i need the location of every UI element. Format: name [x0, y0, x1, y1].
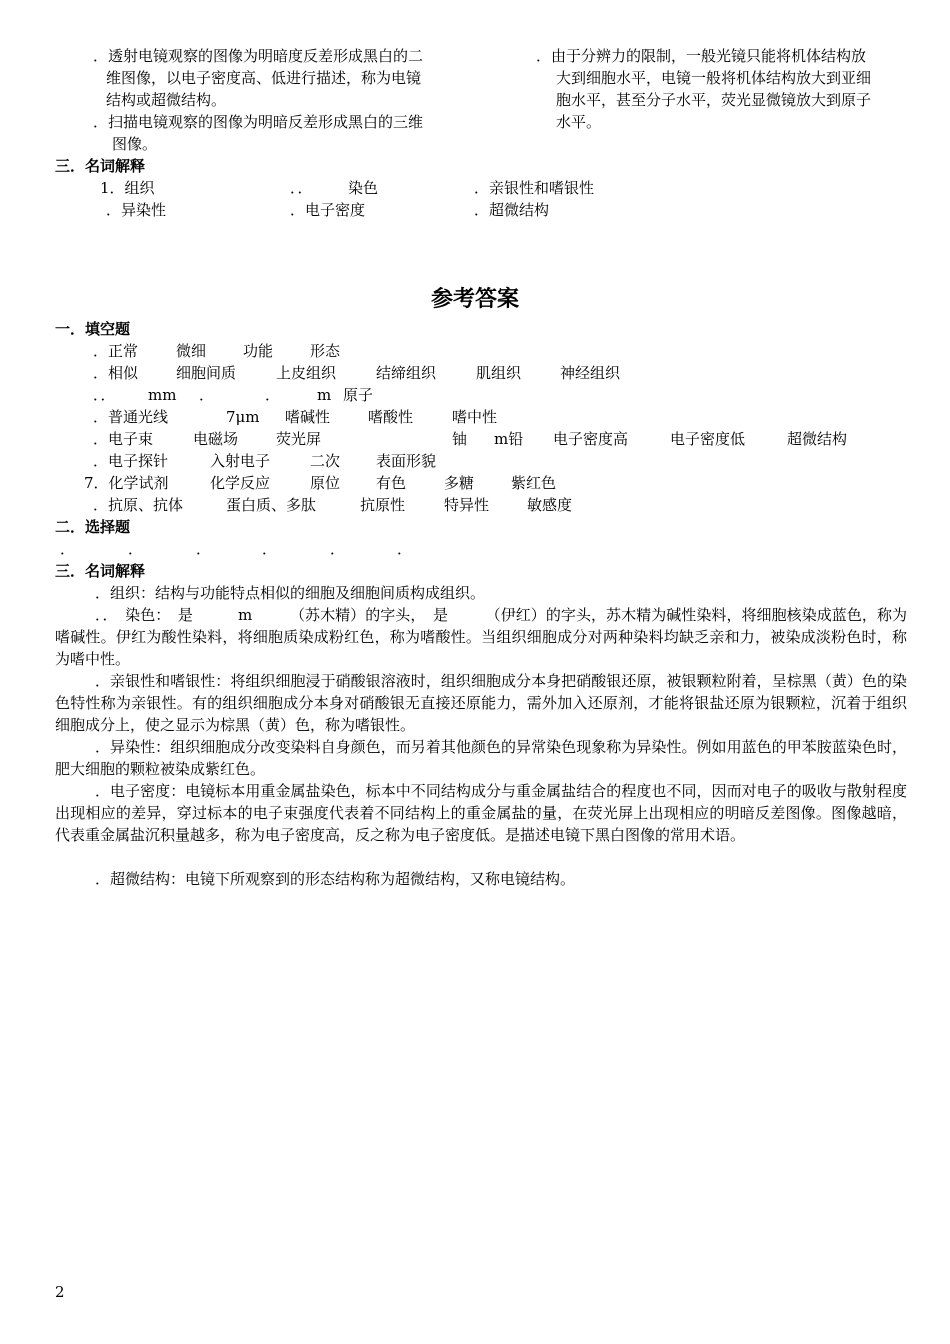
text-line: ．透射电镜观察的图像为明暗度反差形成黑白的二	[93, 47, 424, 65]
answer-cell: 嗜碱性	[285, 408, 331, 426]
choice-answer: ．	[196, 540, 212, 558]
answer-cell: ．	[199, 386, 215, 404]
text-line: 胞水平，甚至分子水平，荧光显微镜放大到原子	[556, 91, 872, 109]
answer-cell: 上皮组织	[276, 364, 337, 382]
answer-cell: 电子密度高	[553, 430, 629, 448]
choice-answer: ．	[128, 540, 144, 558]
text-line: ．由于分辨力的限制，一般光镜只能将机体结构放	[536, 47, 867, 65]
answer-cell: 形态	[310, 342, 341, 360]
text-line: 水平。	[556, 113, 602, 131]
answer-cell: 化学反应	[210, 474, 271, 492]
answer-cell: 蛋白质、多肽	[226, 496, 317, 514]
answer-cell: 超微结构	[787, 430, 848, 448]
choice-answer: ．	[330, 540, 346, 558]
choice-answer: ．	[60, 540, 76, 558]
answer-cell: ．电子束	[93, 430, 154, 448]
answer-cell: 紫红色	[511, 474, 557, 492]
section-heading-choice: 二．选择题	[55, 518, 131, 536]
choice-answers-row	[0, 538, 950, 560]
section-heading-fill: 一．填空题	[55, 320, 131, 338]
answer-cell: 表面形貌	[376, 452, 437, 470]
answer-cell: 嗜中性	[452, 408, 498, 426]
term-item: ．亲银性和嗜银性	[474, 179, 595, 197]
answer-cell: 二次	[310, 452, 341, 470]
answer-cell: 抗原性	[360, 496, 406, 514]
answer-cell: 嗜酸性	[368, 408, 414, 426]
answer-cell: 特异性	[444, 496, 490, 514]
answer-cell: 多糖	[444, 474, 475, 492]
fill-row-4	[0, 406, 950, 428]
text-line: 维图像，以电子密度高、低进行描述，称为电镜	[106, 69, 422, 87]
fill-row-8	[0, 494, 950, 516]
definition-metachromasia: ．异染性：组织细胞成分改变染料自身颜色，而另着其他颜色的异常染色现象称为异染性。例如用蓝色的甲苯胺蓝染色时，肥大细胞的颗粒被染成紫红色。	[55, 738, 907, 778]
section-heading-terms: 三．名词解释	[55, 157, 146, 175]
answer-cell: ．普通光线	[93, 408, 169, 426]
term-item: 染色	[348, 179, 379, 197]
answer-cell: 7μm	[226, 408, 260, 426]
answer-cell: 微细	[176, 342, 207, 360]
answer-cell: mm	[148, 386, 177, 404]
answer-cell: ．相似	[93, 364, 139, 382]
answer-cell: 原位	[310, 474, 341, 492]
fill-row-7	[0, 472, 950, 494]
answer-cell: m	[317, 386, 332, 404]
term-item: ．．	[290, 179, 313, 197]
section-heading-definitions: 三．名词解释	[55, 562, 146, 580]
choice-answer: ．	[262, 540, 278, 558]
answer-cell: 细胞间质	[176, 364, 237, 382]
answer-cell: 功能	[243, 342, 274, 360]
definition-argentaffin: ．亲银性和嗜银性：将组织细胞浸于硝酸银溶液时，组织细胞成分本身把硝酸银还原，被银颗粒附着，呈棕黑（黄）色的染色特性称为亲银性。有的组织细胞成分本身对硝酸银无直接还原能力，需外加入还原剂，才能将银盐还原为银颗粒，沉着于组织细胞成分上，使之显示为棕黑（黄）色，称为嗜银性。	[55, 672, 907, 734]
page-title: 参考答案	[430, 287, 519, 312]
fill-row-3	[0, 384, 950, 406]
answer-cell: 肌组织	[476, 364, 522, 382]
text-line: 图像。	[112, 135, 158, 153]
fill-row-2	[0, 362, 950, 384]
answer-cell: 结缔组织	[376, 364, 437, 382]
answer-cell: 有色	[376, 474, 407, 492]
term-item: 1．组织	[100, 179, 155, 197]
answer-cell: 电磁场	[193, 430, 239, 448]
answer-cell: 荧光屏	[276, 430, 322, 448]
fill-row-6	[0, 450, 950, 472]
answer-cell: 7．化学试剂	[84, 474, 169, 492]
definition-ultrastructure: ．超微结构：电镜下所观察到的形态结构称为超微结构，又称电镜结构。	[95, 870, 576, 888]
answer-cell: m铅	[494, 430, 524, 448]
definition-electron-density: ．电子密度：电镜标本用重金属盐染色，标本中不同结构成分与重金属盐结合的程度也不同，因而对电子的吸收与散射程度出现相应的差异，穿过标本的电子束强度代表着不同结构上的重金属盐的量，在荧光屏上出现相应的明暗反差图像。图像越暗，代表重金属盐沉积量越多，称为电子密度高，反之称为电子密度低。是描述电镜下黑白图像的常用术语。	[55, 782, 907, 844]
text-line: 大到细胞水平，电镜一般将机体结构放大到亚细	[556, 69, 872, 87]
answer-cell: ．．	[93, 386, 116, 404]
fill-row-5	[0, 428, 950, 450]
answer-cell: 入射电子	[210, 452, 271, 470]
terms-row-1	[0, 177, 950, 199]
term-item: ．异染性	[106, 201, 167, 219]
choice-answer: ．	[397, 540, 413, 558]
term-item: ．电子密度	[290, 201, 366, 219]
answer-cell: ．正常	[93, 342, 139, 360]
text-line: 结构或超微结构。	[106, 91, 227, 109]
answer-cell: 敏感度	[527, 496, 573, 514]
answer-cell: 原子	[343, 386, 374, 404]
term-item: ．超微结构	[474, 201, 550, 219]
fill-row-1	[0, 340, 950, 362]
definition-tissue: ．组织：结构与功能特点相似的细胞及细胞间质构成组织。	[95, 584, 486, 602]
answer-cell: ．电子探针	[93, 452, 169, 470]
text-line: ．扫描电镜观察的图像为明暗反差形成黑白的三维	[93, 113, 424, 131]
answer-cell: 电子密度低	[670, 430, 746, 448]
answer-cell: 神经组织	[560, 364, 621, 382]
answer-cell: ．	[265, 386, 281, 404]
answer-cell: ．抗原、抗体	[93, 496, 184, 514]
definition-he-staining: ．． 染色： 是 m （苏木精）的字头， 是 （伊红）的字头，苏木精为碱性染料，将细胞核染成蓝色，称为嗜碱性。伊红为酸性染料，将细胞质染成粉红色，称为嗜酸性。当组织细胞成分对两种染料均缺乏亲和力，被染成淡粉色时，称为嗜中性。	[55, 606, 907, 668]
terms-row-2	[0, 199, 950, 221]
page-number: 2	[55, 1283, 65, 1301]
answer-cell: 铀	[452, 430, 468, 448]
